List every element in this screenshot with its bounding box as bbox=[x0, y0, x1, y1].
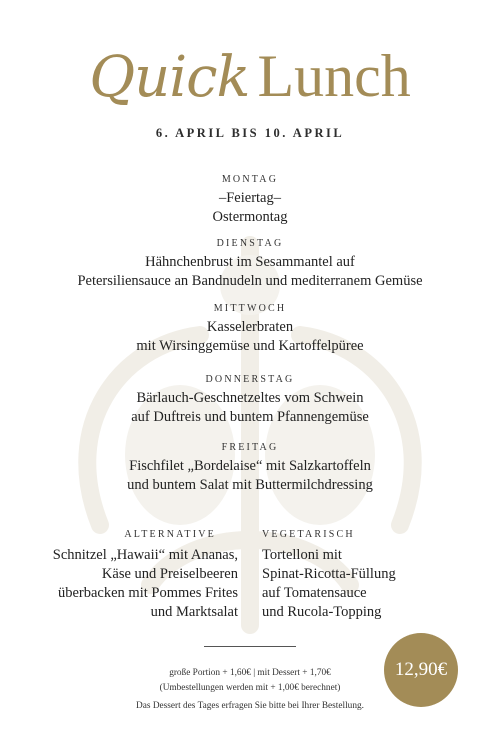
dish-line: und Marktsalat bbox=[150, 604, 238, 620]
dish-line: Spinat-Ricotta-Füllung bbox=[262, 566, 396, 582]
dish-line: Bärlauch-Geschnetzeltes vom Schwein bbox=[136, 390, 364, 406]
dish-line: und Rucola-Topping bbox=[262, 604, 382, 620]
alternative-label: ALTERNATIVE bbox=[124, 529, 216, 540]
alternative-column bbox=[18, 529, 238, 622]
title-quick: Quick bbox=[89, 45, 250, 110]
dish-line: auf Tomatensauce bbox=[262, 585, 367, 601]
dish-line: und buntem Salat mit Buttermilchdressing bbox=[127, 477, 373, 493]
vegetarian-label: VEGETARISCH bbox=[262, 529, 355, 540]
dish-line: Ostermontag bbox=[212, 209, 288, 225]
day-label: DONNERSTAG bbox=[205, 374, 295, 385]
day-label: MONTAG bbox=[221, 174, 279, 185]
day-label: DIENSTAG bbox=[216, 238, 284, 249]
note-line: (Umbestellungen werden mit + 1,00€ berechnet) bbox=[159, 683, 341, 693]
day-label: FREITAG bbox=[221, 442, 279, 453]
day-tuesday bbox=[0, 238, 500, 291]
pricing-notes bbox=[100, 666, 400, 696]
day-wednesday bbox=[0, 303, 500, 356]
dessert-note: Das Dessert des Tages erfragen Sie bitte bei Ihrer Bestellung. bbox=[136, 701, 364, 711]
dish-line: überbacken mit Pommes Frites bbox=[57, 585, 238, 601]
note-line: große Portion + 1,60€ | mit Dessert + 1,70€ bbox=[169, 668, 331, 678]
dish-line: Kasselerbraten bbox=[206, 319, 294, 335]
day-thursday bbox=[0, 374, 500, 427]
dish-line: Hähnchenbrust im Sesammantel auf bbox=[145, 254, 355, 270]
dish-line: Tortelloni mit bbox=[262, 547, 342, 563]
dish-line: –Feiertag– bbox=[218, 190, 281, 206]
dish-line: Schnitzel „Hawaii“ mit Ananas, bbox=[52, 547, 238, 563]
menu-title bbox=[0, 42, 500, 122]
dish-line: auf Duftreis und buntem Pfannengemüse bbox=[131, 409, 369, 425]
date-range: 6. APRIL BIS 10. APRIL bbox=[155, 126, 345, 140]
day-friday bbox=[0, 442, 500, 495]
divider bbox=[204, 646, 296, 647]
dish-line: Käse und Preiselbeeren bbox=[101, 566, 238, 582]
day-monday bbox=[0, 174, 500, 227]
title-lunch: Lunch bbox=[257, 43, 411, 109]
dish-line: Fischfilet „Bordelaise“ mit Salzkartoffeln bbox=[129, 458, 371, 474]
dish-line: Petersiliensauce an Bandnudeln und mediterranem Gemüse bbox=[77, 273, 423, 289]
vegetarian-column bbox=[262, 529, 482, 622]
dish-line: mit Wirsinggemüse und Kartoffelpüree bbox=[136, 338, 364, 354]
day-label: MITTWOCH bbox=[213, 303, 287, 314]
price-badge bbox=[384, 633, 458, 707]
price-value: 12,90€ bbox=[394, 659, 448, 680]
